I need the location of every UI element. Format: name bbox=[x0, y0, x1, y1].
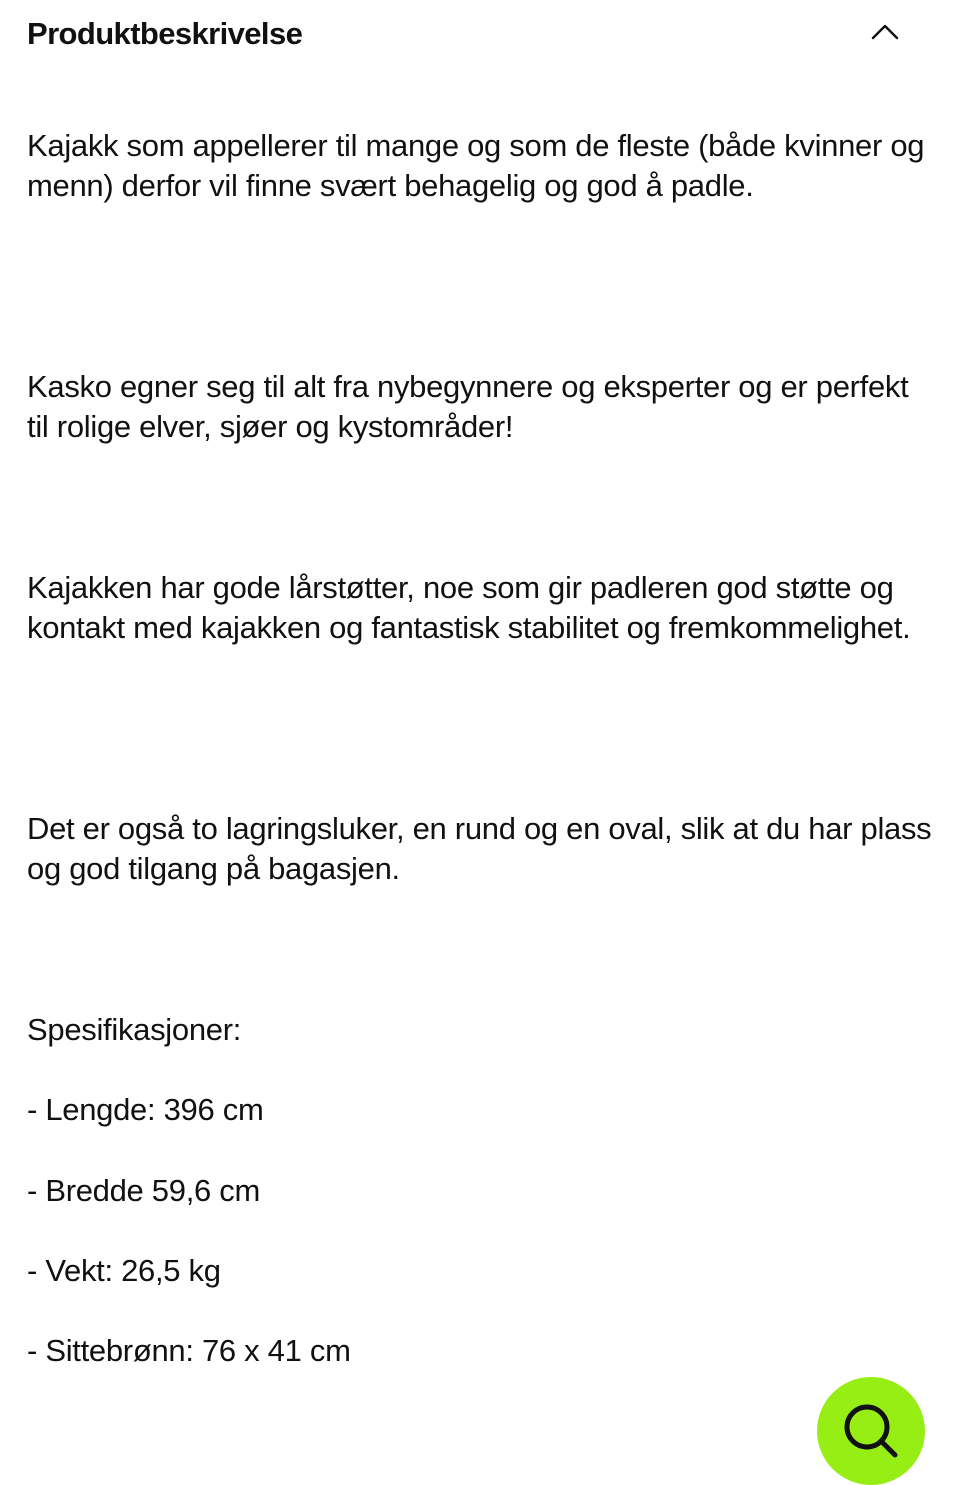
spec-item-length: - Lengde: 396 cm bbox=[27, 1092, 264, 1127]
spec-item-width: - Bredde 59,6 cm bbox=[27, 1173, 260, 1208]
spec-item-cockpit: - Sittebrønn: 76 x 41 cm bbox=[27, 1333, 351, 1368]
description-paragraph: Kajakken har gode lårstøtter, noe som gir padleren god støtte og kontakt med kajakken og fantastisk stabilitet og fremkommelighet. bbox=[27, 570, 911, 645]
description-paragraph: Kasko egner seg til alt fra nybegynnere og eksperter og er perfekt til rolige elver, sjøer og kystområder! bbox=[27, 369, 909, 444]
section-title: Produktbeskrivelse bbox=[27, 16, 303, 51]
product-description-header[interactable] bbox=[27, 14, 933, 54]
search-icon bbox=[843, 1403, 899, 1459]
description-paragraph: Kajakk som appellerer til mange og som de fleste (både kvinner og menn) derfor vil finne svært behagelig og god å padle. bbox=[27, 128, 925, 203]
description-paragraph: Det er også to lagringsluker, en rund og en oval, slik at du har plass og god tilgang på bagasjen. bbox=[27, 811, 932, 886]
spec-item-weight: - Vekt: 26,5 kg bbox=[27, 1253, 221, 1288]
specs-heading: Spesifikasjoner: bbox=[27, 1012, 242, 1047]
search-button[interactable] bbox=[817, 1377, 925, 1485]
chevron-up-icon[interactable] bbox=[870, 20, 900, 42]
